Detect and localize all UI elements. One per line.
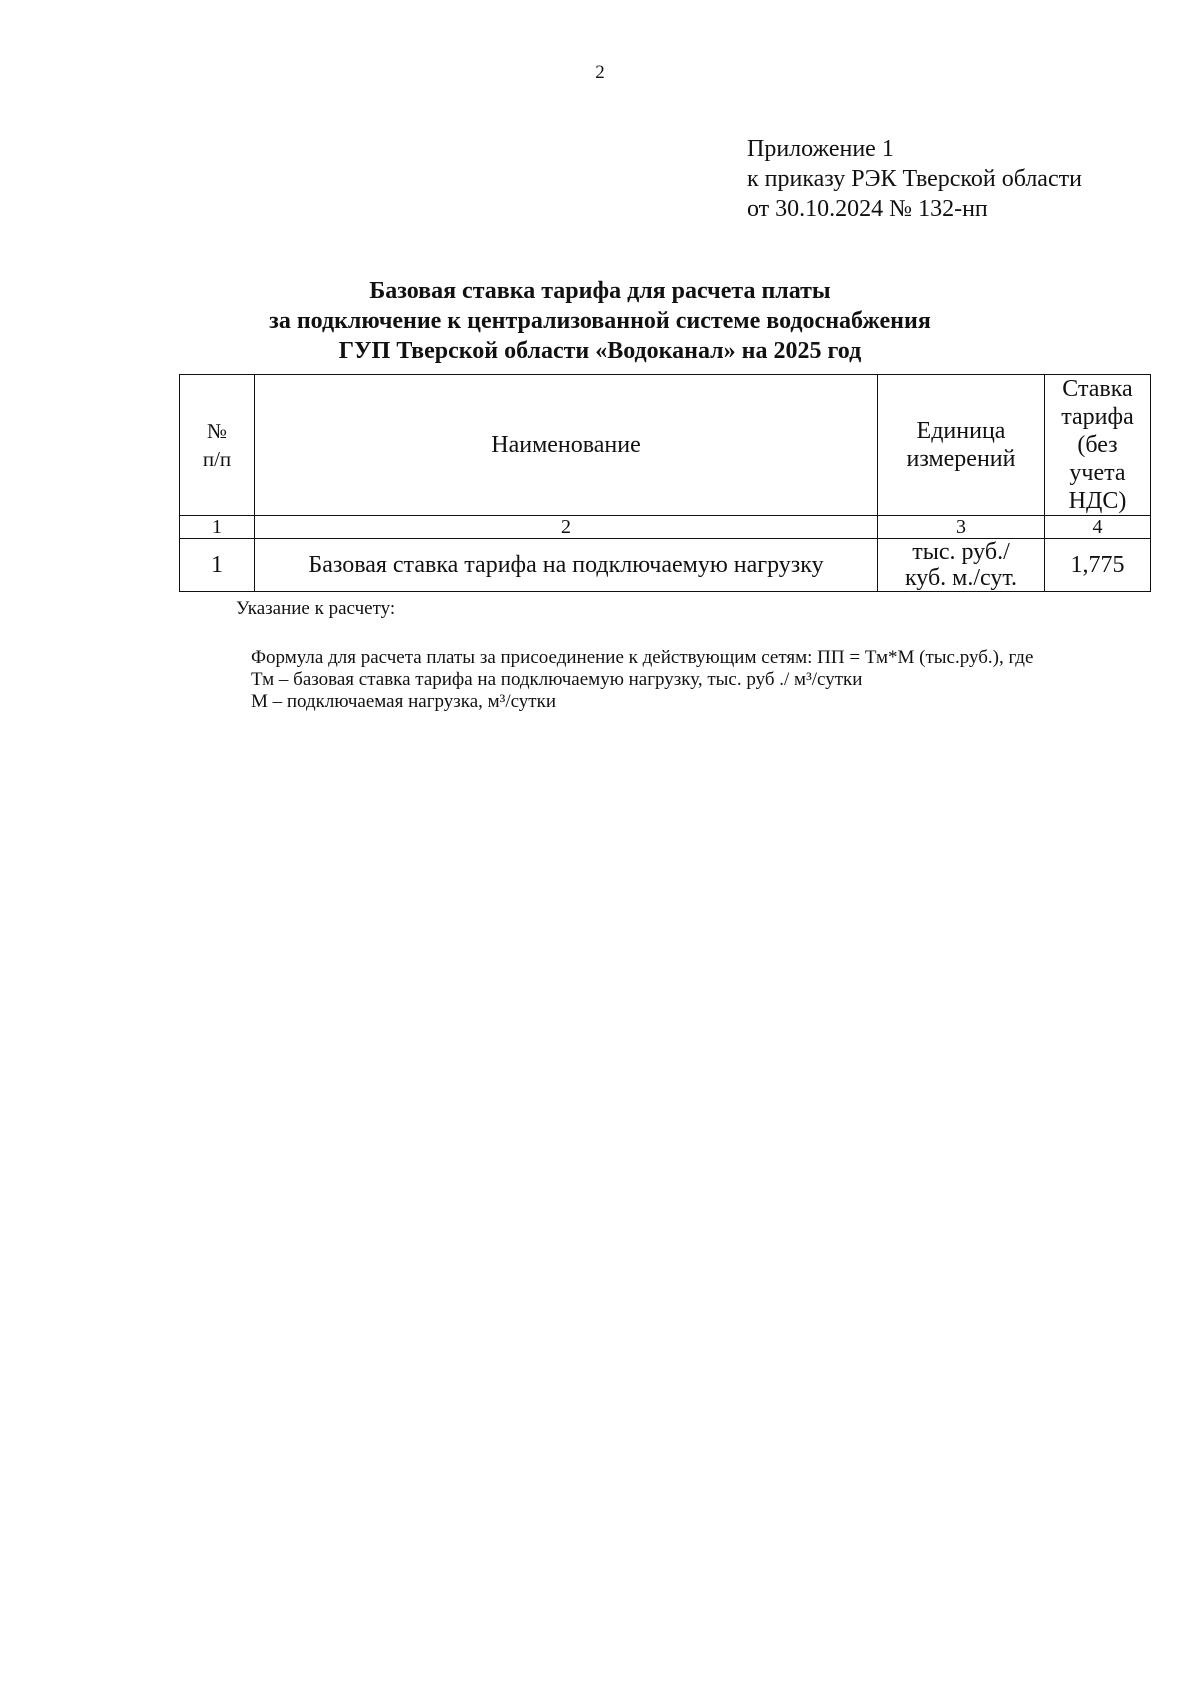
header-unit-line: измерений [906,446,1016,472]
title-line: Базовая ставка тарифа для расчета платы [369,278,831,304]
formula-line: М – подключаемая нагрузка, м³/сутки [251,691,557,712]
formula-line: Формула для расчета платы за присоединение к действующим сетям: ПП = Тм*М (тыс.руб.), где [251,647,1034,668]
header-num-line: п/п [202,447,232,471]
formula-line: Тм – базовая ставка тарифа на подключаемую нагрузку, тыс. руб ./ м³/сутки [251,669,863,690]
row-name: Базовая ставка тарифа на подключаемую нагрузку [255,539,878,592]
tariff-table [179,374,1151,592]
appendix-header [747,134,1082,224]
header-rate [1045,375,1151,516]
column-index: 2 [255,516,878,539]
document-title [0,276,1200,366]
header-name: Наименование [255,375,878,516]
appendix-line: Приложение 1 [747,136,894,162]
header-rate-line: Ставка [1062,376,1133,402]
header-rate-line: тарифа [1061,404,1134,430]
row-num: 1 [180,539,255,592]
column-index: 1 [180,516,255,539]
column-index: 3 [878,516,1045,539]
header-num [180,375,255,516]
column-index: 4 [1045,516,1151,539]
page-number: 2 [595,62,605,83]
row-unit-line: куб. м./сут. [904,565,1018,591]
calculation-note-title: Указание к расчету: [236,598,396,619]
title-line: за подключение к централизованной системе водоснабжения [269,308,931,334]
header-rate-line: (без учета [1069,432,1126,486]
calculation-formula [251,647,1033,713]
column-index-row [180,516,1151,539]
title-line: ГУП Тверской области «Водоканал» на 2025 год [338,338,862,364]
header-rate-line: НДС) [1068,488,1127,514]
table-row [180,539,1151,592]
header-unit [878,375,1045,516]
table-header-row [180,375,1151,516]
appendix-line: к приказу РЭК Тверской области [747,166,1082,192]
header-unit-line: Единица [916,418,1006,444]
appendix-line: от 30.10.2024 № 132-нп [747,196,988,222]
row-unit [878,539,1045,592]
header-num-line: № [206,419,228,443]
row-unit-line: тыс. руб./ [912,539,1010,565]
row-rate: 1,775 [1045,539,1151,592]
